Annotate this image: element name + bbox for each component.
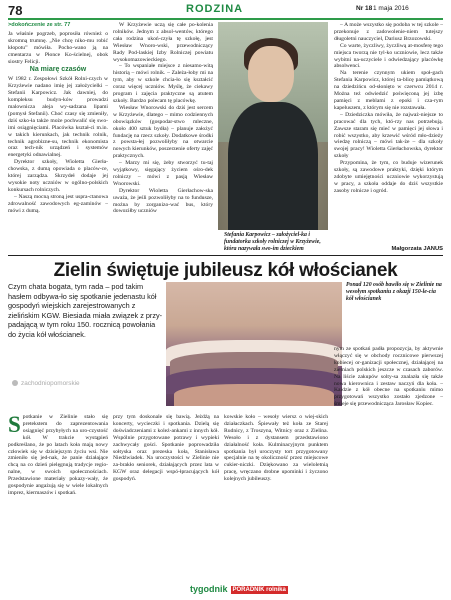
group-photo [166, 282, 342, 406]
header-divider [8, 18, 443, 20]
paragraph: W Krzyżewie uczą się całe po-kolenia rolników. Jednym z absol-wentów, którego cała rodzina ukoń-czyła tę szkołę, jest Wiesław Wnoro-wski, przewodniczący Rady Pod-laskiej Izby Rolniczej powiatu wysokomazowieckiego. [113, 22, 213, 63]
paragraph: – Dziedziczka mówiła, że najważ-niejsze to pracować dla tych, któ-rzy nas potrzebują. Zawsze staram się mieć w pamięci jej słowa i robić wszystko, aby krzewić wśród mło-dzieży wiedzę rolniczą – mówi tak-że – dla szkoły swojej pracy! Wioletta Gierłachowska, dyrektor szkoły [334, 111, 443, 160]
issue-number: Nr 18 [356, 5, 373, 12]
subheading: Na miarę czasów [29, 66, 87, 74]
region-dot-icon [12, 380, 18, 386]
paragraph: nym ze spotkań padła propozycja, by aktywnie włączyć się w obchody rocznicowe pierwszej kobiecej or-ganizacji społecznej, działającej na ziemiach polskich jeszcze w czasach zaborów. Na liście zakupów solty-sa znalazła się także nowa kierownica i zestaw naczyń dla koła. – Kaidzie z kół obecne na spotkaniu mimo przygotowań wszystko zostało zjedzone – śmieje się przewodnicząca Jarosław Kopiec. [334, 346, 443, 408]
paragraph: Ja właśnie pogrzeb, poprosiła również o skromną trumnę. „Nie chcę niko-mu robić kłopotu” mówiła. Pocho-wano ją na cmentarzu w Płonce Ko-ścielnej, obok siostry Felicji. [8, 30, 108, 65]
article1-column-1 [8, 22, 108, 254]
footer-brand-box: PORADNIK rolnika [232, 587, 286, 593]
author-signature: Małgorzata JANUS [391, 246, 443, 252]
paragraph: – Marzy mi się, żeby stworzyć tu-taj wyjątkowy, sięgający życiem ośro-dek rolniczy – mówi z pasją Wiesław Wnorowski. [113, 160, 213, 187]
paragraph: Wiesław Wnorowski do dziś jest sercem w Krzyżewie, dlatego – mimo codziennych obowiązków (gospodar-stwo mleczne, około 400 sztuk bydła) – planuje założyć fundację na rzecz szkoły. Dodatkowe środki z powsta-łej pozwoliłyby na otwarcie nowych kierunków, poszerzenie oferty zajęć praktycznych. [113, 104, 213, 160]
paragraph: Dyrektor szkoły, Wioletta Gierła-chowska, z dumą opowiada o placów-ce, której zarządza. Skrzydeł dodaje jej wysokie noty uczniów w ogólno-polskich konkursach rolniczych. [8, 159, 108, 193]
issue-date: 1 maja 2016 [373, 5, 409, 12]
paragraph: Dyrektor Wioletta Gierłachow-ska uważa, że jeśli pozwoliłyby na to fundusze, można by zorganizo-wać bus, który dowoziłby uczniów [113, 187, 213, 215]
paragraph: W 1982 r. Zespołowi Szkół Rolni-czych w Krzyżewie nadano imię jej założycielki – Stefanii Karpowicz. Jak dawniej, do kompleksu budyn-ków prowadzi malownicza aleja wy-sadzana lipami (pomysł Stefanii). Choć czasy się zmieniły, dziś szko-ła także może pochwalić się swo-imi osiągnięciami. Placówka kształ-ci m.in. w takich kierunkach, jak technik rolnik, technik agrobizne-su, technik ekonomista oraz tech-nik urządzeń i systemów energetyki odnawialnej. [8, 76, 108, 159]
group-photo-caption: Ponad 120 osób bawiło się w Zielinie na wesołym spotkaniu z okazji 150-le-cia kół włościanek [346, 282, 442, 303]
photo-caption: Stefania Karpowicz – założyciel-ka i fundatorka szkoły rolniczej w Krzyżewie, która nazywała swo-im dzieckiem [224, 232, 321, 252]
article-divider [8, 255, 443, 256]
article2-column-4 [334, 346, 443, 582]
article1-column-4 [334, 22, 443, 246]
paragraph: Przypomina, że tym, co buduje wizerunek szkoły, są zawodowe praktyki, dzięki którym zdobyte umiejętności uczniowie wykorzystują w pracy, a szkoła oddaje do dziś wszystkie zasoby rolnicze i ogród. [334, 160, 443, 194]
section-title: RODZINA [186, 3, 244, 15]
paragraph: kowskie koło – wesoły wiersz o wiej-skich działaczkach. Śpiewały też koła ze Starej Rudnicy, z Troszyna, Witnicy oraz z Zielina. Wesoło i z dystansem przedstawiono działalność koła. Kulminacyjnym punktem spotkania był uroczysty tort przygotowany specjalnie na tę okoliczność przez miejscowe cukier-niczki. Dziękowano za wieloletnią pracę, wręczano drobne upominki i życzono kolejnych jubileuszy. [224, 414, 328, 483]
page-number: 78 [8, 3, 23, 18]
paragraph: – To wspaniałe miejsce z niesamo-witą historią – mówi rolnik. – Zależa-łoby mi na tym, aby w szkole chcia-ło się kształcić coraz więcej uczniów. Myślę, że ciekawy program i zajęcia praktyczne są atutem szkoły. Bardzo polecam tę placówkę. [113, 63, 213, 104]
portrait-photo [218, 22, 328, 230]
article2-column-1 [8, 414, 108, 582]
paragraph: – A może wszystko się podoba w tej szkole – przekonuje z zadowolenie-niem tutejszy długoletni nauczyciel, Dariusz Brzozowski. [334, 22, 443, 42]
article2-lead: Czym chata bogata, tym rada – pod takim hasłem odbywa-ło się spotkanie jedenastu kół gospodyń wiejskich zarejestrowanych z zielińskim KGW. Biesiada miała związek z przy-padającą w tym roku 150. rocznicą powołania do życia kół włościanek. [8, 282, 163, 339]
article2-column-2 [113, 414, 219, 582]
paragraph: Co warte, życzliwy, życzliwą at-mosferę tego miejsca tworzą nie tyl-ko uczniowie, lecz także wybitni na-uczyciele i odwiedzający placówkę absolwenci. [334, 42, 443, 70]
paragraph: Na terenie czynnym ukiem społ-gach Stefania Karpowicz, której ta-blicę pamiątkową na dziedzińcu od-słonięto w czerwcu 2014 r. Można też odwiedzić poświęconą jej izbę pamięci z meblami z epoki i cza-rym kapeluszem, z którym się nie rozstawała. [334, 70, 443, 111]
paragraph: potkanie w Zielinie stało się pretekstem do zaprezentowania osiągnięć przybyłych na uro-czystość kół. W trakcie wystąpień podkreślano, że po latach koła mają nowy człowiek się w dzisiejszym życiu wsi. Nie zmieniło się jed-nak, że panie działające chcą na co dzień pielęgnują tradycje regio-nalne, w swoich społecznościach. Przedstawione materiały pokazy-wały, że gospodynie angażują się w wiele lokalnych imprez, kiermaszów i spotkań. [8, 414, 108, 496]
paragraph: – Naszą mocną stroną jest uspra-ctanowa zdrowalność zawodowych eg-zaminów – mówi z dumą. [8, 193, 108, 214]
paragraph: przy tym doskonale się bawią. Jeżdżą na koncerty, wycieczki i spotkania. Dzielą się doświadczeniami z koleż-ankami z innych kół. Wspólnie przygotowane potrawy i wypieki zachwycały gości. Spotkanie poprowadziła sołtyska oraz prezeska koła, Stanisława Niedźwiadek. Na uroczystości w Zielinie nie za-brakło seniorek, działających przez lata w KGW oraz delegacji wspó-łpracujących kół gospodyń. [113, 414, 219, 483]
region-tag: zachodniopomorskie [12, 380, 80, 387]
continuation-label: >dokończenie ze str. 77 [8, 22, 71, 28]
drop-cap: S [8, 414, 21, 437]
article2-column-3 [224, 414, 328, 582]
footer-brand: tygodnik PORADNIK rolnika [190, 584, 286, 594]
article2-headline: Zielin świętuje jubileusz kół włościanek [53, 260, 398, 281]
article1-column-2 [113, 22, 213, 254]
